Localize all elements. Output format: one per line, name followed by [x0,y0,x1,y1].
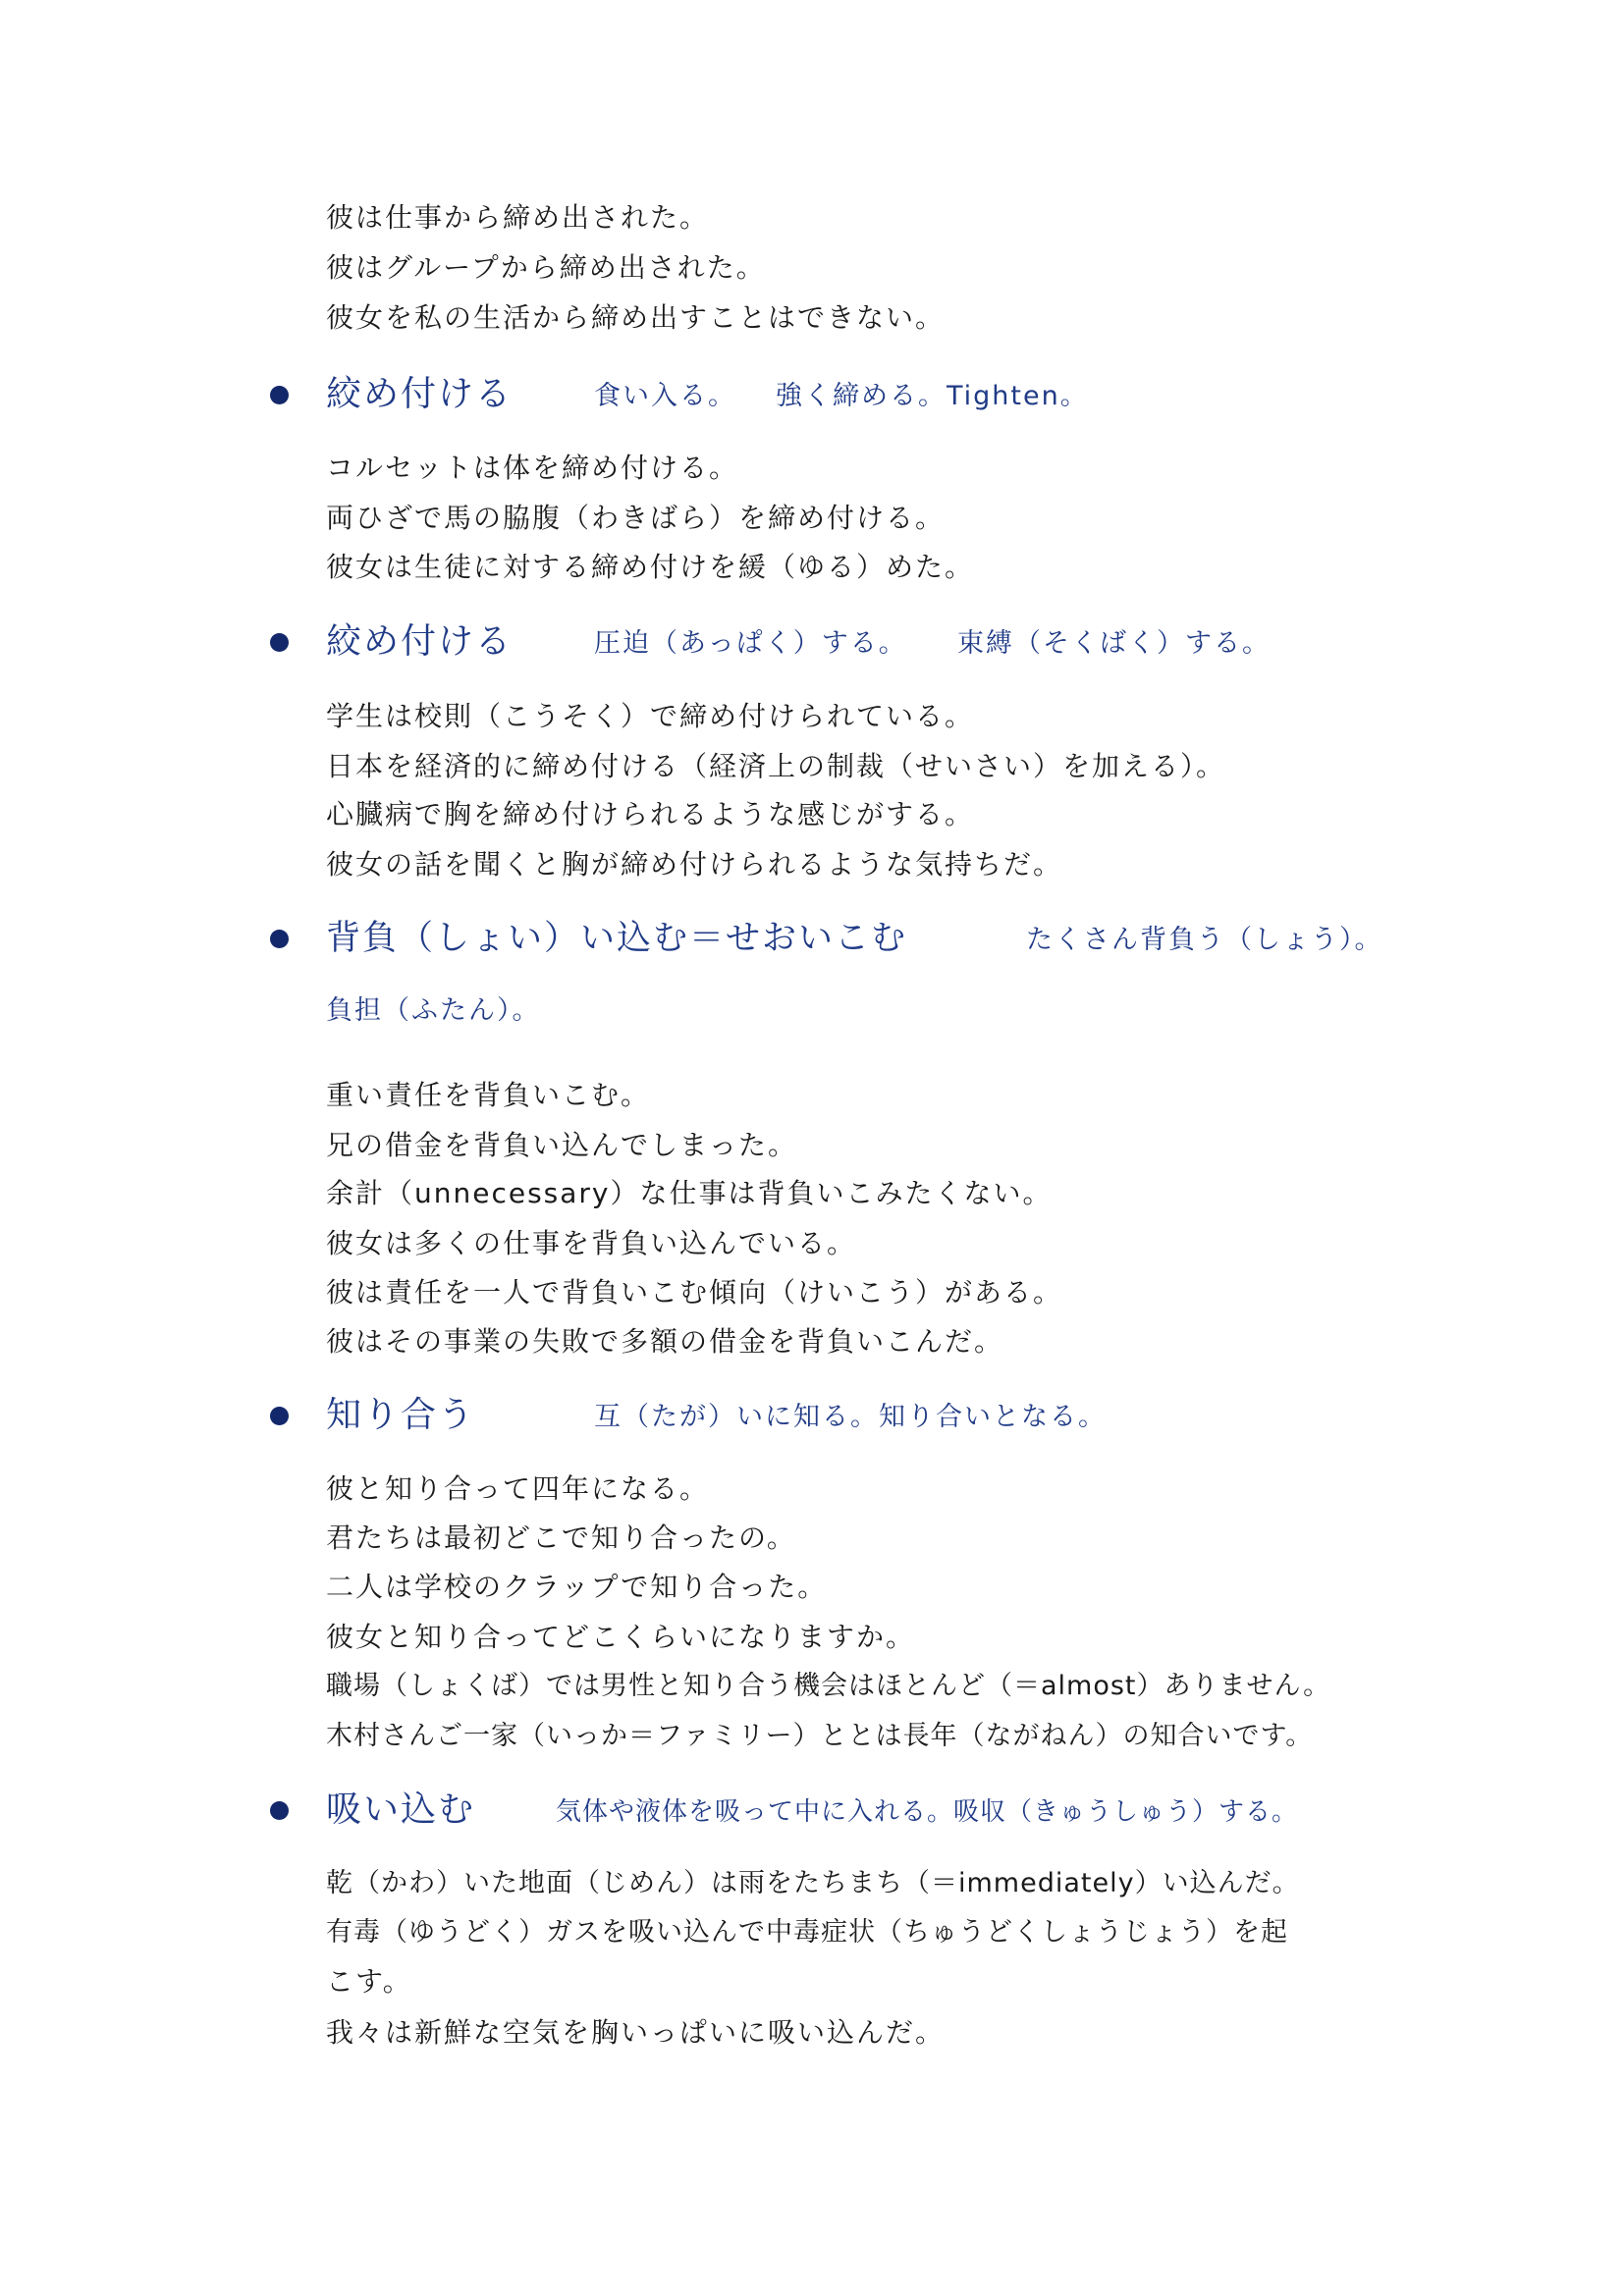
example-sentence: こす。 [326,1965,412,1998]
definition: 圧迫（あっぱく）する。 [594,628,907,659]
bullet-icon [270,1407,289,1425]
example-sentence: 有毒（ゆうどく）ガスを吸い込んで中毒症状（ちゅうどくしょうじょう）を起 [326,1917,1288,1948]
example-sentence: 彼は仕事から締め出された。 [326,201,710,234]
example-sentence: 彼女を私の生活から締め出すことはできない。 [326,301,946,334]
definition: 負担（ふたん）。 [326,995,541,1026]
vocab-term: 絞め付ける [326,374,514,414]
bullet-icon [270,386,289,404]
example-sentence: 彼はグループから締め出された。 [326,251,766,284]
vocab-term: 絞め付ける [326,621,514,662]
definition: 強く締める。Tighten。 [776,381,1089,411]
example-sentence: 両ひざで馬の脇腹（わきばら）を締め付ける。 [326,502,946,534]
example-sentence: 心臓病で胸を締め付けられるような感じがする。 [326,798,975,830]
example-sentence: 彼女と知り合ってどこくらいになりますか。 [326,1621,916,1653]
vocab-term: 吸い込む [326,1789,476,1830]
vocab-term: 知り合う [326,1395,476,1435]
example-sentence: 彼女の話を聞くと胸が締め付けられるような気持ちだ。 [326,848,1063,881]
example-sentence: 彼女は多くの仕事を背負い込んでいる。 [326,1227,857,1259]
example-sentence: 重い責任を背負いこむ。 [326,1079,651,1111]
example-sentence: 学生は校則（こうそく）で締め付けられている。 [326,700,975,732]
vocab-term: 背負（しょい）い込む＝せおいこむ [326,919,908,958]
bullet-icon [270,930,289,948]
example-sentence: コルセットは体を締め付ける。 [326,452,739,484]
definition: たくさん背負う（しょう）。 [1026,925,1383,955]
example-sentence: 彼と知り合って四年になる。 [326,1472,710,1505]
bullet-icon [270,1801,289,1820]
definition: 食い入る。 [594,381,736,411]
example-sentence: 我々は新鮮な空気を胸いっぱいに吸い込んだ。 [326,2016,946,2049]
definition: 束縛（そくばく）する。 [957,628,1271,659]
bullet-icon [270,633,289,652]
example-sentence: 職場（しょくば）では男性と知り合う機会はほとんど（＝almost）ありません。 [326,1671,1331,1701]
example-sentence: 余計（unnecessary）な仕事は背負いこみたくない。 [326,1177,1053,1209]
definition: 互（たが）いに知る。知り合いとなる。 [594,1402,1107,1432]
example-sentence: 彼は責任を一人で背負いこむ傾向（けいこう）がある。 [326,1276,1063,1308]
example-sentence: 二人は学校のクラップで知り合った。 [326,1571,828,1603]
example-sentence: 彼女は生徒に対する締め付けを緩（ゆる）めた。 [326,551,975,583]
example-sentence: 兄の借金を背負い込んでしまった。 [326,1129,798,1161]
example-sentence: 彼はその事業の失敗で多額の借金を背負いこんだ。 [326,1325,1004,1358]
example-sentence: 君たちは最初どこで知り合ったの。 [326,1522,796,1554]
example-sentence: 乾（かわ）いた地面（じめん）は雨をたちまち（＝immediately）い込んだ。 [326,1868,1300,1898]
example-sentence: 木村さんご一家（いっか＝ファミリー）ととは長年（ながねん）の知合いです。 [326,1721,1314,1751]
example-sentence: 日本を経済的に締め付ける（経済上の制裁（せいさい）を加える）。 [326,750,1226,782]
definition: 気体や液体を吸って中に入れる。吸収（きゅうしゅう）する。 [556,1797,1299,1827]
